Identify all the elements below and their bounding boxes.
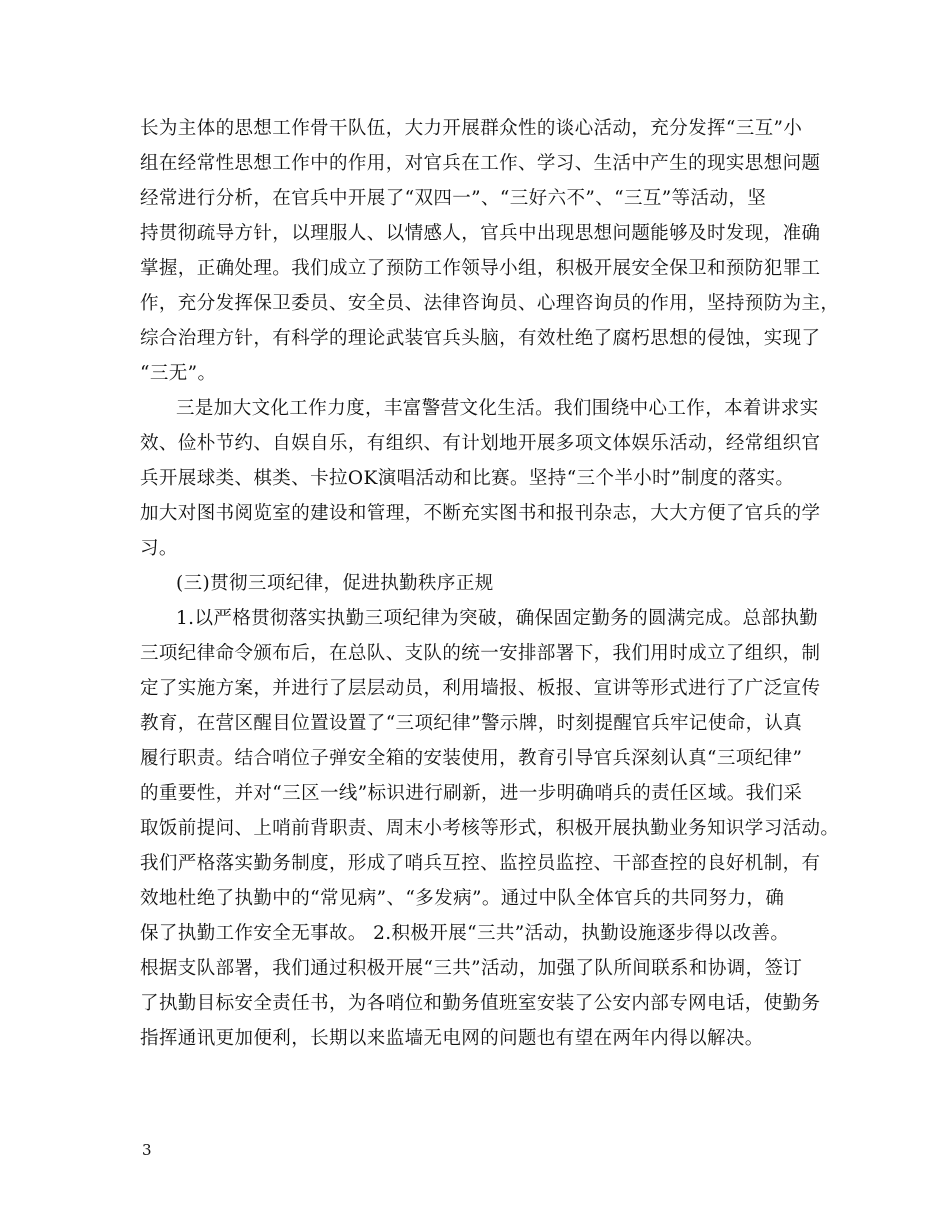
text-line: 长为主体的思想工作骨干队伍，大力开展群众性的谈心活动，充分发挥“三互”小 xyxy=(140,118,803,139)
text-line: 作，充分发挥保卫委员、安全员、法律咨询员、心理咨询员的作用，坚持预防为主， xyxy=(140,293,840,314)
text-line: 习。 xyxy=(140,538,178,559)
paragraph-first-line: 1.以严格贯彻落实执勤三项纪律为突破，确保固定勤务的圆满完成。总部执勤 xyxy=(176,608,819,629)
text-line: 取饭前提问、上哨前背职责、周末小考核等形式，积极开展执勤业务知识学习活动。 xyxy=(140,818,840,839)
paragraph-first-line: 三是加大文化工作力度，丰富警营文化生活。我们围绕中心工作，本着讲求实 xyxy=(176,398,819,419)
text-line: 了执勤目标安全责任书，为各哨位和勤务值班室安装了公安内部专网电话，使勤务 xyxy=(140,993,821,1014)
text-line: 兵开展球类、棋类、卡拉OK演唱活动和比赛。坚持“三个半小时”制度的落实。 xyxy=(140,468,795,489)
text-line: 经常进行分析，在官兵中开展了“双四一”、“三好六不”、“三互”等活动，坚 xyxy=(140,188,767,209)
text-line: 效、俭朴节约、自娱自乐，有组织、有计划地开展多项文体娱乐活动，经常组织官 xyxy=(140,433,821,454)
text-line: 综合治理方针，有科学的理论武装官兵头脑，有效杜绝了腐朽思想的侵蚀，实现了 xyxy=(140,328,821,349)
text-line: 指挥通讯更加便利，长期以来监墙无电网的问题也有望在两年内得以解决。 xyxy=(140,1028,764,1049)
text-line: 组在经常性思想工作中的作用，对官兵在工作、学习、生活中产生的现实思想问题 xyxy=(140,153,821,174)
text-line: 效地杜绝了执勤中的“常见病”、“多发病”。通过中队全体官兵的共同努力，确 xyxy=(140,888,785,909)
text-line: 教育，在营区醒目位置设置了“三项纪律”警示牌，时刻提醒官兵牢记使命，认真 xyxy=(140,713,803,734)
section-heading: (三)贯彻三项纪律，促进执勤秩序正规 xyxy=(176,573,494,594)
page-number: 3 xyxy=(142,1141,152,1159)
text-line: 定了实施方案，并进行了层层动员，利用墙报、板报、宣讲等形式进行了广泛宣传 xyxy=(140,678,821,699)
text-line: 加大对图书阅览室的建设和管理，不断充实图书和报刊杂志，大大方便了官兵的学 xyxy=(140,503,821,524)
text-line: 履行职责。结合哨位子弹安全箱的安装使用，教育引导官兵深刻认真“三项纪律” xyxy=(140,748,803,769)
text-line: “三无”。 xyxy=(140,363,217,384)
text-line: 保了执勤工作安全无事故。 2.积极开展“三共”活动，执勤设施逐步得以改善。 xyxy=(140,923,790,944)
text-line: 持贯彻疏导方针，以理服人、以情感人，官兵中出现思想问题能够及时发现，准确 xyxy=(140,223,821,244)
text-line: 掌握，正确处理。我们成立了预防工作领导小组，积极开展安全保卫和预防犯罪工 xyxy=(140,258,821,279)
text-line: 三项纪律命令颁布后，在总队、支队的统一安排部署下，我们用时成立了组织，制 xyxy=(140,643,821,664)
text-line: 的重要性，并对“三区一线”标识进行刷新，进一步明确哨兵的责任区域。我们采 xyxy=(140,783,803,804)
text-line: 根据支队部署，我们通过积极开展“三共”活动，加强了队所间联系和协调，签订 xyxy=(140,958,803,979)
text-line: 我们严格落实勤务制度，形成了哨兵互控、监控员监控、干部查控的良好机制，有 xyxy=(140,853,821,874)
